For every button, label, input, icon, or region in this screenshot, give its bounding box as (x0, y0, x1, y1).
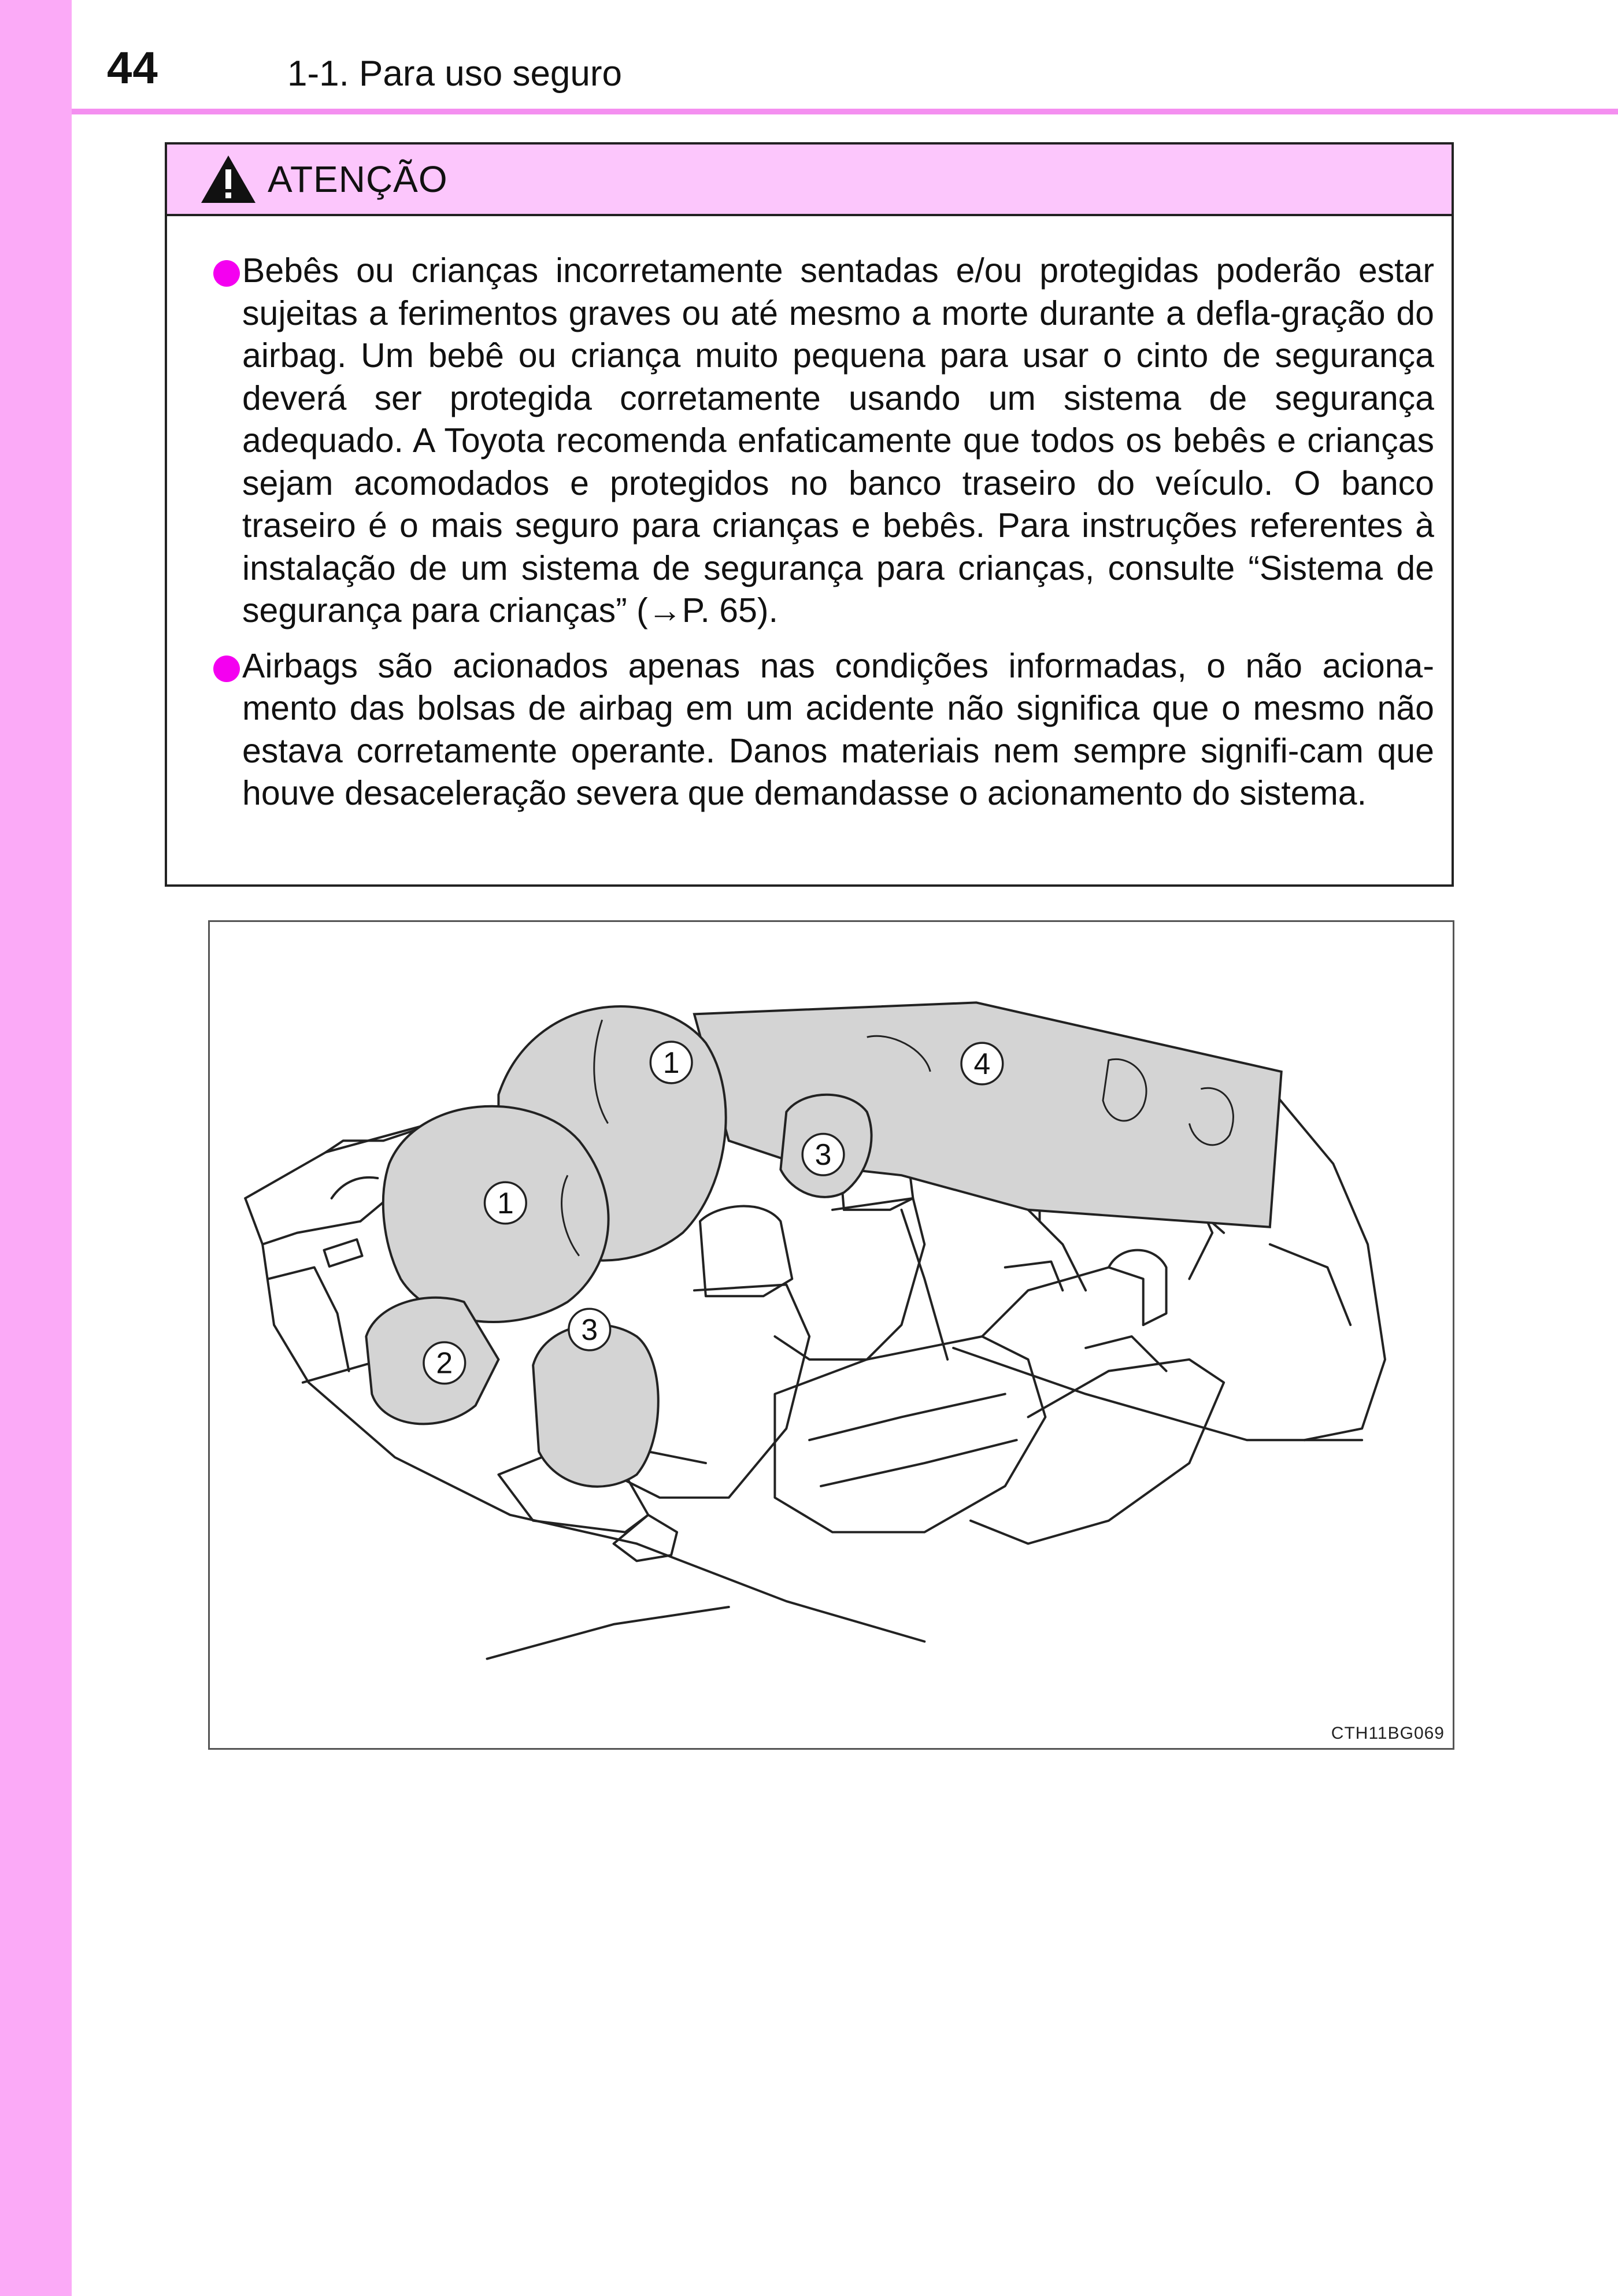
car-interior-drawing (210, 922, 1453, 1748)
bullet-dot-icon (213, 656, 240, 682)
callout-label: 1 (662, 1045, 680, 1079)
warning-title: ATENÇÃO (268, 158, 448, 200)
warning-box (165, 142, 1454, 887)
airbag-illustration (208, 920, 1454, 1750)
warning-bullet-text: Bebês ou crianças incorretamente sentadas e/ou protegidas poderão estar sujeitas a ferimentos graves ou até mesmo a morte durante a defla-gração do airbag. Um bebê ou criança muito pequena para usar o cinto de segurança deverá ser protegida corretamente usando um sistema de segurança adequado. A Toyota recomenda enfaticamente que todos os bebês e crianças sejam acomodados e protegidos no banco traseiro do veículo. O banco traseiro é o mais seguro para crianças e bebês. Para instruções referentes à instalação de um sistema de segurança para crianças, consulte “Sistema de segurança para crianças” (→P. 65). (242, 251, 1434, 629)
warning-body (167, 216, 1452, 815)
callout-label: 3 (814, 1138, 832, 1172)
page-number: 44 (107, 42, 158, 93)
side-color-strip (0, 0, 72, 2296)
section-title: 1-1. Para uso seguro (287, 54, 623, 94)
warning-bullet-text: Airbags são acionados apenas nas condições informadas, o não aciona-mento das bolsas de airbag em um acidente não significa que o mesmo não estava corretamente operante. Danos materiais nem sempre signifi-cam que houve desaceleração severa que demandasse o acionamento do sistema. (242, 646, 1434, 812)
bullet-dot-icon (213, 260, 240, 287)
callout-label: 1 (497, 1186, 514, 1220)
warning-triangle-icon (199, 153, 257, 205)
header-divider (72, 109, 1618, 114)
callout-label: 4 (973, 1046, 991, 1080)
warning-header (167, 145, 1452, 216)
callout-label: 3 (581, 1312, 598, 1346)
callout-label: 2 (436, 1346, 453, 1380)
warning-bullet (213, 645, 1434, 815)
warning-bullet (213, 250, 1434, 632)
figure-code: CTH11BG069 (1331, 1724, 1445, 1743)
